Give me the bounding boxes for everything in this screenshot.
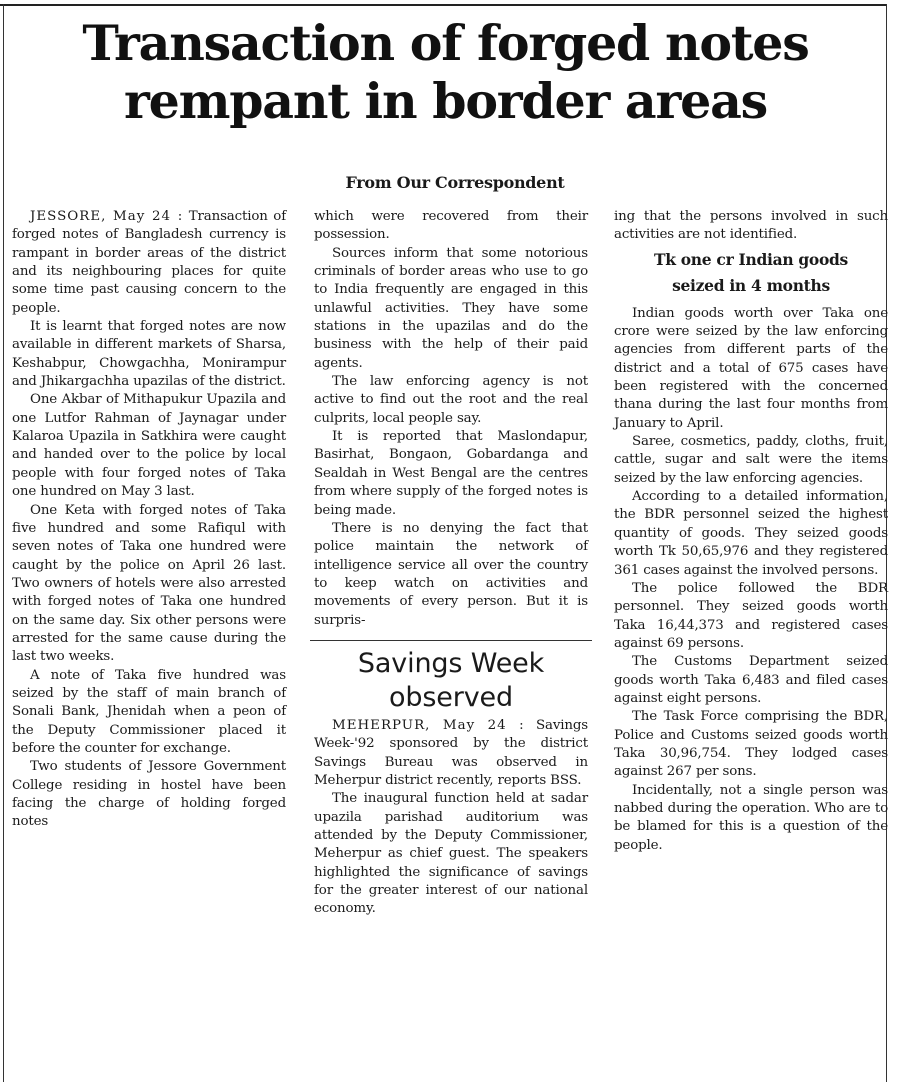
paragraph: There is no denying the fact that police maintain the network of intelligence service all over the country to keep watch on activities and movements of every person. But it is surpris- (314, 520, 588, 628)
article-column-1 (12, 208, 286, 832)
paragraph: Sources inform that some notorious criminals of border areas who use to go to India frequently are engaged in this unlawful activities. They have some stations in the upazilas and do the business with the help of their paid agents. (314, 245, 588, 371)
article-column-2 (314, 208, 588, 919)
paragraph: One Akbar of Mithapukur Upazila and one Lutfor Rahman of Jaynagar under Kalaroa Upazila in Satkhira were caught and handed over to the police by local people with four forged notes of Taka one hundred on May 3 last. (12, 392, 286, 500)
dateline: MEHERPUR, May 24 : (332, 717, 525, 733)
paragraph: A note of Taka five hundred was seized by the staff of main branch of Sonali Bank, Jhenidah when a peon of the Deputy Commissioner placed it before the counter for exchange. (12, 667, 286, 756)
paragraph: It is learnt that forged notes are now available in different markets of Sharsa, Keshabpur, Chowgachha, Monirampur and Jhikargachha upazilas of the district. (12, 319, 286, 390)
paragraph: The Customs Department seized goods worth Taka 6,483 and filed cases against eight persons. (614, 654, 888, 706)
paragraph: Saree, cosmetics, paddy, cloths, fruit, cattle, sugar and salt were the items seized by the law enforcing agencies. (614, 434, 888, 486)
paragraph: Two students of Jessore Government College residing in hostel have been facing the charge of holding forged notes (12, 759, 286, 830)
section-subhead: Tk one cr Indian goods seized in 4 months (654, 249, 848, 295)
paragraph: The Task Force comprising the BDR, Police and Customs seized goods worth Taka 30,96,754. They lodged cases against 267 per sons. (614, 709, 888, 780)
article-column-3 (614, 208, 888, 855)
paragraph: Indian goods worth over Taka one crore were seized by the law enforcing agencies from different parts of the district and a total of 675 cases have been registered with the concerned thana during the last four months from January to April. (614, 305, 888, 431)
paragraph: The law enforcing agency is not active to find out the root and the real culprits, local people say. (314, 374, 588, 426)
paragraph: It is reported that Maslondapur, Basirhat, Bongaon, Gobardanga and Sealdah in West Bengal are the centres from where supply of the forged notes is being made. (314, 429, 588, 518)
paragraph: which were recovered from their possession. (314, 209, 588, 243)
sub-story-headline: Savings Week observed (357, 647, 545, 713)
headline-line-1: Transaction of forged notes (82, 14, 809, 72)
paragraph: The police followed the BDR personnel. They seized goods worth Taka 16,44,373 and registered cases against 69 persons. (614, 580, 888, 651)
byline: From Our Correspondent (345, 173, 565, 192)
left-border-rule (3, 4, 4, 1082)
sub-story-divider (310, 640, 592, 641)
paragraph: The inaugural function held at sadar upazila parishad auditorium was attended by the Deputy Commissioner, Meherpur as chief guest. The speakers highlighted the significance of savings for the greater interest of our national economy. (314, 791, 588, 917)
dateline: JESSORE, May 24 : (30, 209, 184, 224)
paragraph: MEHERPUR, May 24 : Savings Week-'92 sponsored by the district Savings Bureau was observed in Meherpur district recently, reports BSS. (314, 717, 589, 788)
headline-line-2: rempant in border areas (123, 72, 768, 130)
paragraph: Incidentally, not a single person was nabbed during the operation. Who are to be blamed for this is a question of the people. (614, 782, 888, 853)
paragraph: One Keta with forged notes of Taka five hundred and some Rafiqul with seven notes of Taka one hundred were caught by the police on April 26 last. Two owners of hotels were also arrested with forged notes of Taka one hundred on the same day. Six other persons were arrested for the same cause during the last two weeks. (12, 502, 286, 665)
main-headline (14, 14, 877, 130)
paragraph: According to a detailed information, the BDR personnel seized the highest quantity of goods. They seized goods worth Tk 50,65,976 and they registered 361 cases against the involved persons. (614, 489, 888, 578)
paragraph: JESSORE, May 24 : Transaction of forged notes of Bangladesh currency is rampant in border areas of the district and its neighbouring places for quite some time past causing concern to the people. (12, 209, 286, 316)
paragraph: ing that the persons involved in such activities are not identified. (614, 209, 888, 243)
top-border-rule (0, 4, 887, 6)
